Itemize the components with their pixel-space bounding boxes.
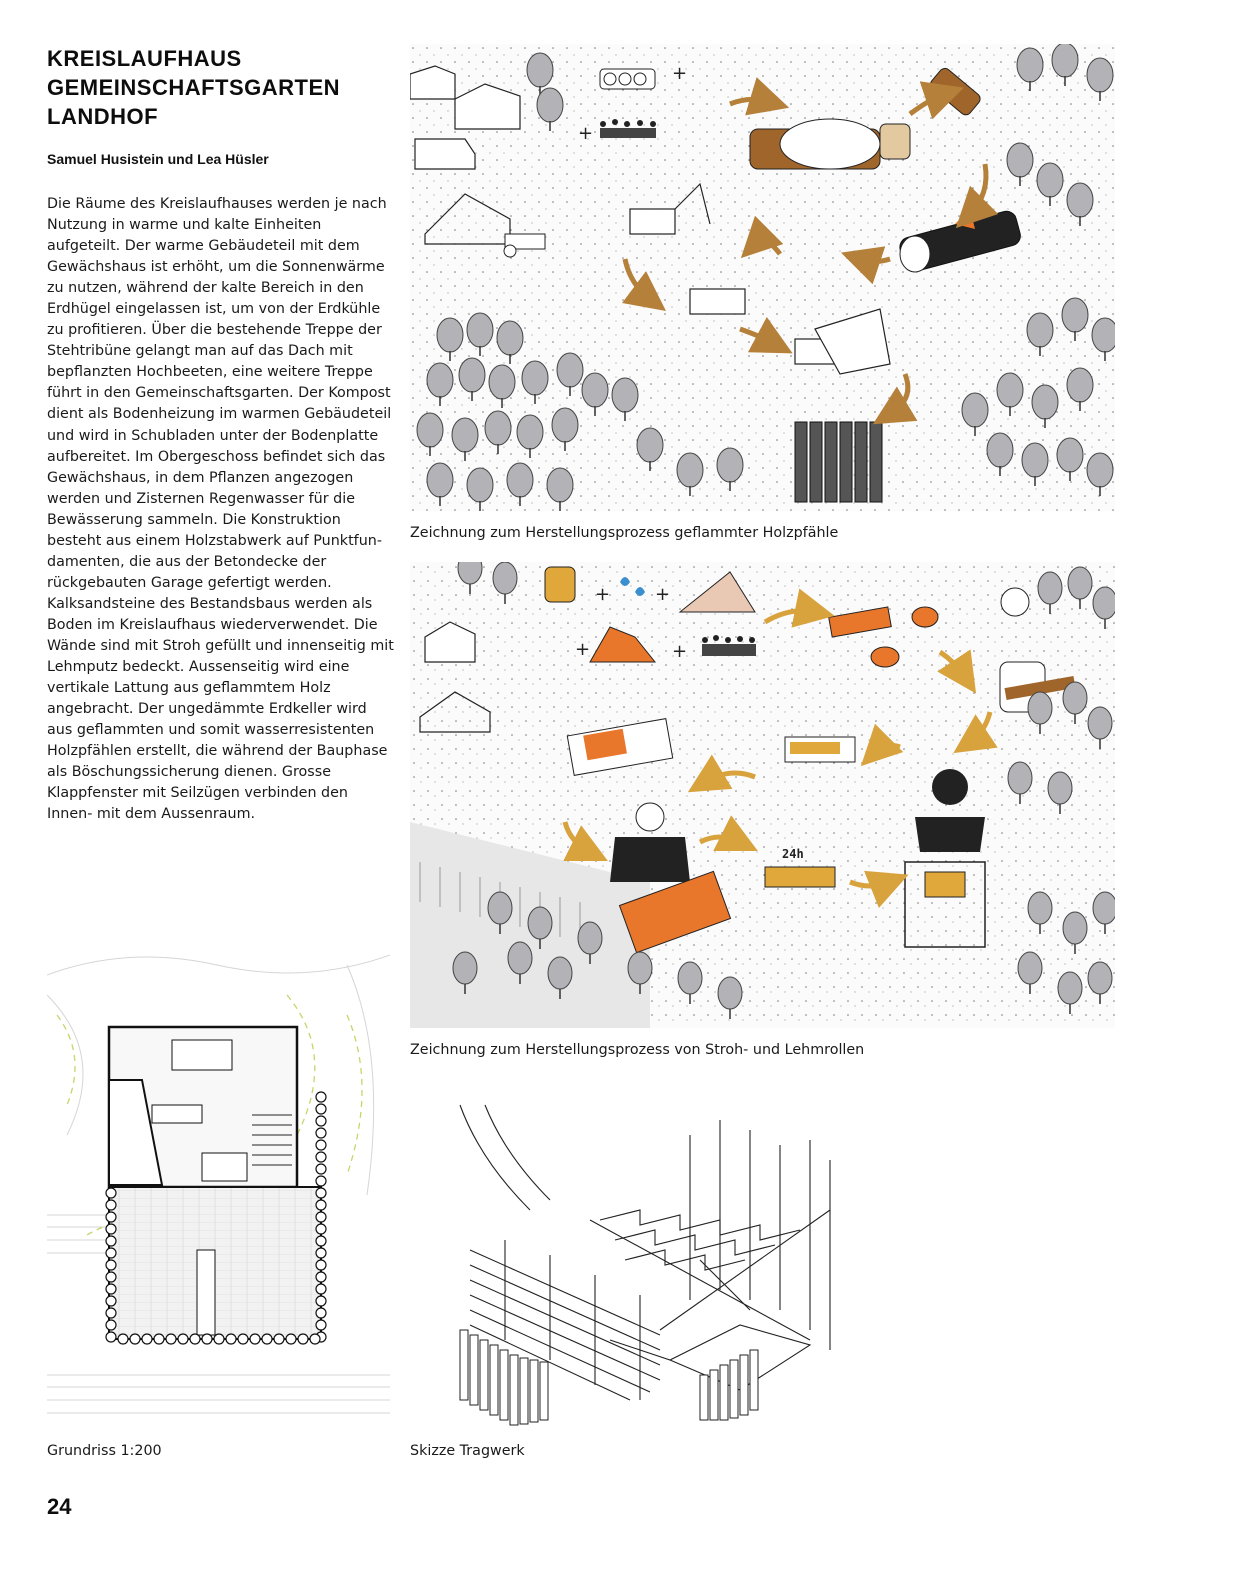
article-title — [47, 44, 387, 131]
body-line: Holzpfählen erstellt, die während der Bauphase — [47, 743, 388, 760]
figure-caption: Zeichnung zum Herstellungsprozess von Stroh- und Lehmrollen — [410, 1042, 865, 1058]
body-line: Innen- mit dem Aussenraum. — [47, 806, 256, 823]
body-line: angebracht. Der ungedämmte Erdkeller wird — [47, 701, 367, 718]
body-line: bepflanzten Hochbeeten, eine weitere Treppe — [47, 364, 373, 381]
title-line: KREISLAUFHAUS — [47, 46, 242, 71]
svg-text:+: + — [578, 123, 594, 144]
svg-text:+: + — [655, 584, 671, 605]
svg-text:+: + — [595, 584, 611, 605]
body-line: damenten, die aus der Betondecke der — [47, 553, 327, 570]
body-line: zu nutzen, während der kalte Bereich in den — [47, 280, 364, 297]
body-line: Boden im Kreislaufhaus wiederverwendet. Die — [47, 616, 378, 633]
straw-clay-illustration — [410, 562, 1115, 1028]
body-line: vertikale Lattung aus geflammtem Holz — [47, 680, 331, 697]
page-number: 24 — [47, 1494, 72, 1519]
body-line: Gewächshaus, in dem Pflanzen angezogen — [47, 469, 354, 486]
title-line: GEMEINSCHAFTSGARTEN — [47, 75, 341, 100]
figure-caption: Zeichnung zum Herstellungsprozess geflammter Holzpfähle — [410, 525, 839, 541]
body-text — [47, 194, 392, 825]
body-line: Gewächshaus ist erhöht, um die Sonnenwärme — [47, 259, 385, 276]
body-line: Nutzung in warme und kalte Einheiten — [47, 217, 322, 234]
body-line: Erdhügel eingelassen ist, um von der Erdkühle — [47, 301, 381, 318]
body-line: zu profitieren. Über die bestehende Treppe der — [47, 322, 382, 339]
body-line: aus geflammten und somit wasserresistenten — [47, 722, 375, 739]
body-line: Klappfenster mit Seilzügen verbinden den — [47, 785, 348, 802]
title-line: LANDHOF — [47, 104, 159, 129]
body-line: Kalksandsteine des Bestandsbaus werden als — [47, 595, 373, 612]
body-line: Wände sind mit Stroh gefüllt und innenseitig mit — [47, 637, 394, 654]
body-line: dient als Bodenheizung im warmen Gebäudeteil — [47, 406, 392, 423]
body-line: besteht aus einem Holzstabwerk auf Punktfun- — [47, 532, 382, 549]
label-24h: 24h — [782, 847, 804, 861]
flamed-posts-illustration — [410, 44, 1115, 511]
body-line: Bewässerung sammeln. Die Konstruktion — [47, 511, 341, 528]
body-line: Stehtribüne gelangt man auf das Dach mit — [47, 343, 353, 360]
svg-text:+: + — [672, 641, 688, 662]
floor-plan-drawing — [47, 935, 390, 1425]
body-line: aufgeteilt. Der warme Gebäudeteil mit dem — [47, 238, 360, 255]
body-line: und wird in Schubladen unter der Bodenplatte — [47, 427, 379, 444]
body-line: Lehmputz bedeckt. Aussenseitig wird eine — [47, 659, 350, 676]
body-line: als Böschungssicherung dienen. Grosse — [47, 764, 331, 781]
svg-text:+: + — [575, 639, 591, 660]
body-line: Die Räume des Kreislaufhauses werden je nach — [47, 196, 387, 212]
svg-text:+: + — [672, 63, 688, 84]
body-line: rückgebauten Garage gefertigt werden. — [47, 574, 332, 591]
figure-caption: Grundriss 1:200 — [47, 1443, 162, 1459]
structure-sketch — [410, 1100, 845, 1432]
figure-caption: Skizze Tragwerk — [410, 1443, 525, 1459]
body-line: führt in den Gemeinschaftsgarten. Der Kompost — [47, 385, 391, 402]
authors: Samuel Husistein und Lea Hüsler — [47, 151, 269, 167]
body-line: aufbereitet. Im Obergeschoss befindet sich das — [47, 448, 386, 465]
body-line: werden und Zisternen Regenwasser für die — [47, 490, 355, 507]
